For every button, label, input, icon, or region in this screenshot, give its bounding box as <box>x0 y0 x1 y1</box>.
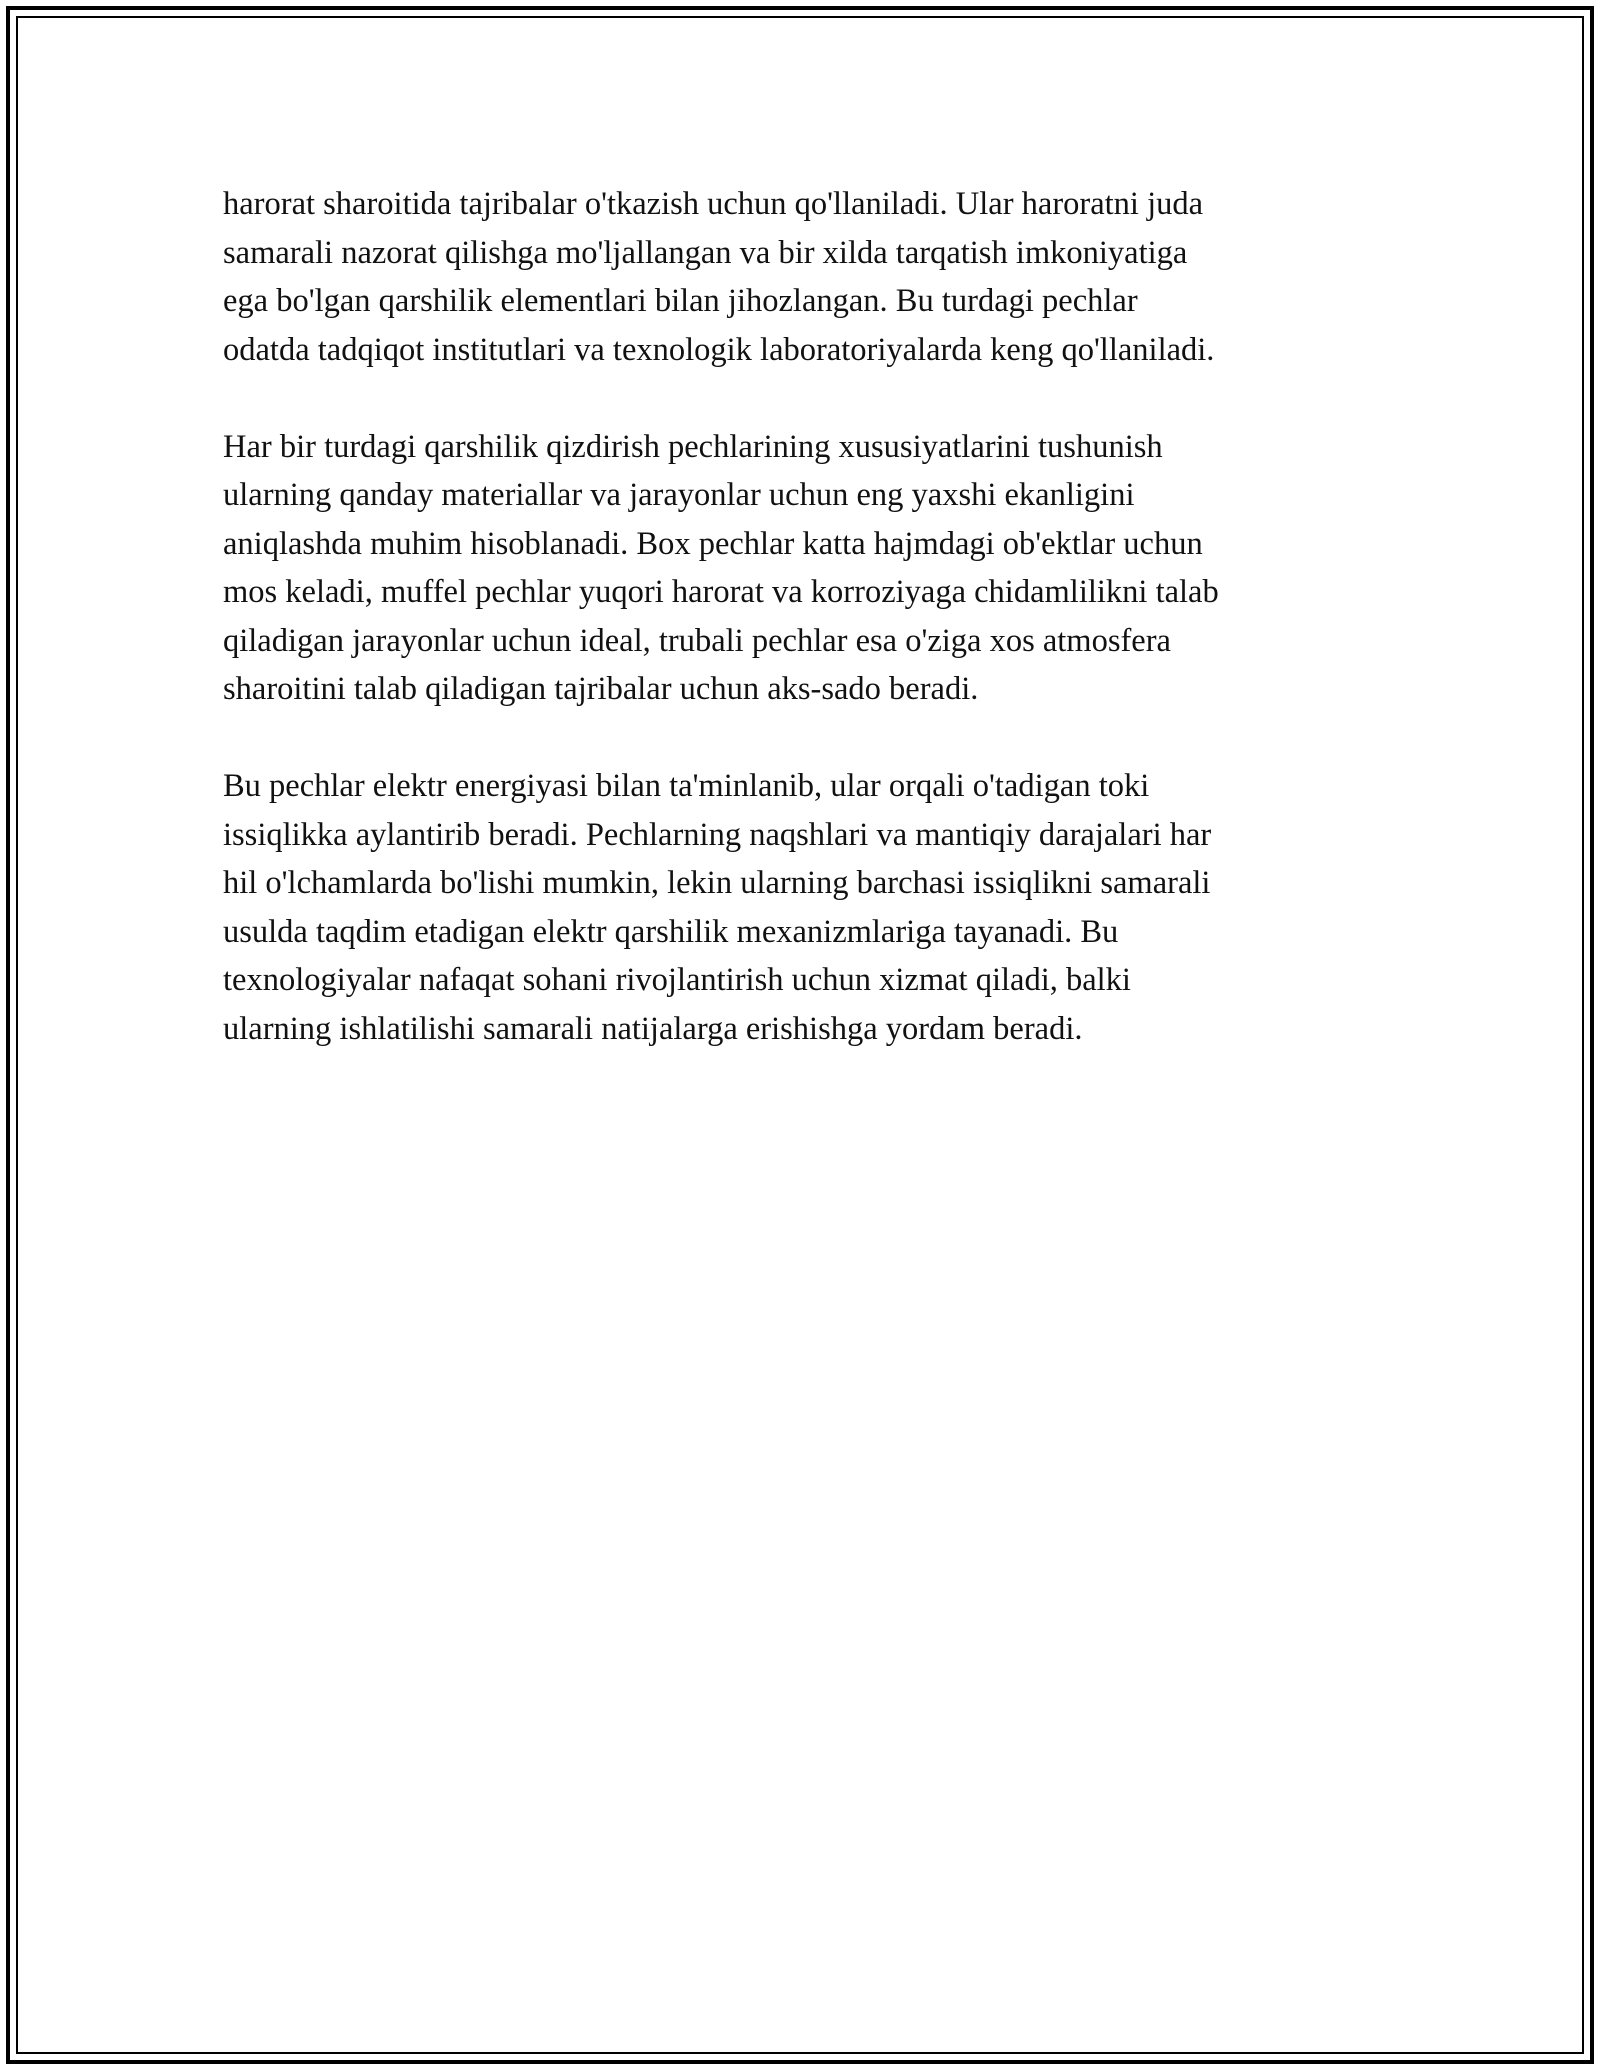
text-line: harorat sharoitida tajribalar o'tkazish uchun qo'llaniladi. Ular haroratni juda <box>223 186 1204 222</box>
text-line: qiladigan jarayonlar uchun ideal, trubali pechlar esa o'ziga xos atmosfera <box>223 622 1171 659</box>
text-line: sharoitini talab qiladigan tajribalar uchun aks-sado beradi. <box>223 671 979 707</box>
paragraph-2 <box>223 423 1403 714</box>
paragraph-3 <box>223 762 1403 1053</box>
paragraph-1 <box>223 180 1403 374</box>
text-line: mos keladi, muffel pechlar yuqori harorat va korroziyaga chidamlilikni talab <box>223 574 1219 610</box>
text-line: odatda tadqiqot institutlari va texnologik laboratoriyalarda keng qo'llaniladi. <box>223 331 1215 368</box>
text-line: usulda taqdim etadigan elektr qarshilik mexanizmlariga tayanadi. Bu <box>223 913 1119 950</box>
text-line: Har bir turdagi qarshilik qizdirish pechlarining xususiyatlarini tushunish <box>223 428 1163 465</box>
text-line: texnologiyalar nafaqat sohani rivojlantirish uchun xizmat qiladi, balki <box>223 962 1131 998</box>
text-line: issiqlikka aylantirib beradi. Pechlarning naqshlari va mantiqiy darajalari har <box>223 816 1212 853</box>
text-line: ega bo'lgan qarshilik elementlari bilan jihozlangan. Bu turdagi pechlar <box>223 283 1138 319</box>
text-line: hil o'lchamlarda bo'lishi mumkin, lekin ularning barchasi issiqlikni samarali <box>223 865 1211 901</box>
text-line: Bu pechlar elektr energiyasi bilan ta'minlanib, ular orqali o'tadigan toki <box>223 768 1150 804</box>
text-line: ularning ishlatilishi samarali natijalarga erishishga yordam beradi. <box>223 1010 1083 1047</box>
text-line: ularning qanday materiallar va jarayonlar uchun eng yaxshi ekanligini <box>223 477 1135 513</box>
document-body <box>223 180 1403 1102</box>
text-line: samarali nazorat qilishga mo'ljallangan va bir xilda tarqatish imkoniyatiga <box>223 234 1188 271</box>
text-line: aniqlashda muhim hisoblanadi. Box pechlar katta hajmdagi ob'ektlar uchun <box>223 525 1203 562</box>
